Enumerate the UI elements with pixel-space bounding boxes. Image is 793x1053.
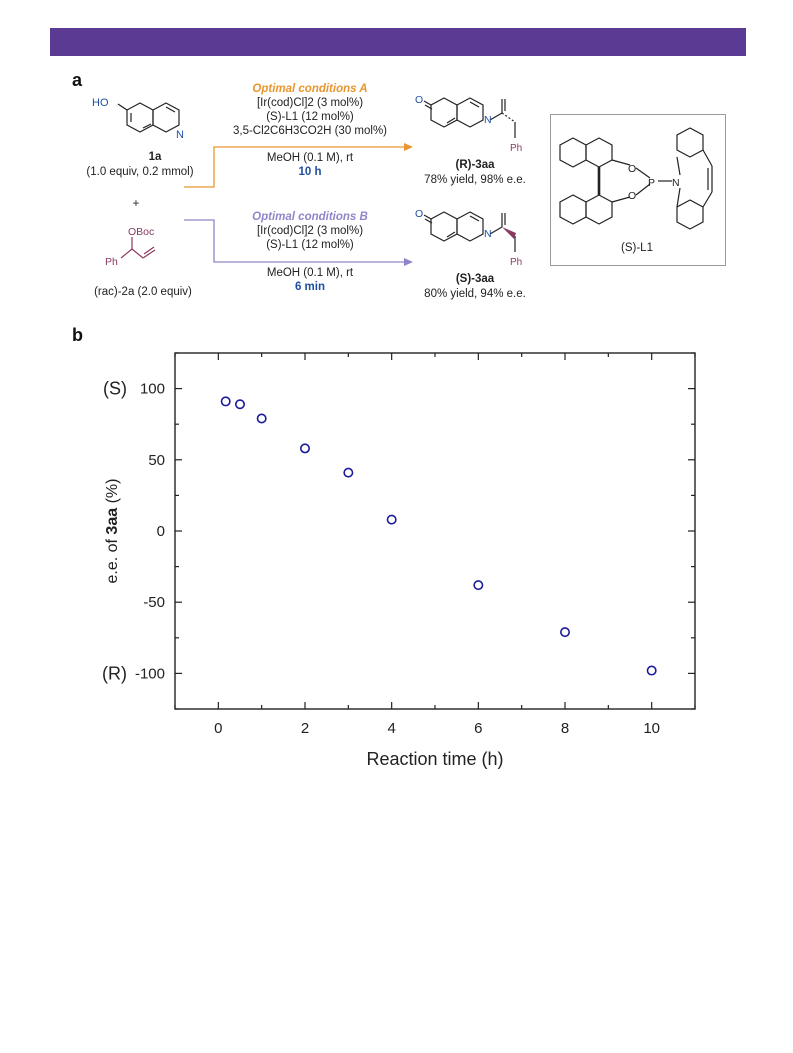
data-point: [647, 666, 655, 674]
1a-hydroxyl: HO: [92, 97, 109, 109]
y-tick-label: -50: [143, 594, 165, 612]
data-point: [387, 515, 395, 523]
2a-phenyl: Ph: [105, 256, 118, 268]
product-r-result: 78% yield, 98% e.e.: [424, 174, 526, 186]
plus-sign: +: [132, 198, 140, 210]
product-r-nitrogen: N: [484, 114, 492, 126]
y-tick-label: 100: [139, 380, 165, 398]
panel-b-label: b: [72, 325, 83, 345]
y-tick-label: 0: [156, 523, 165, 540]
conditions-a-line3: 3,5-Cl2C6H3CO2H (30 mol%): [232, 125, 388, 137]
ligand-oxygen-1: O: [628, 163, 637, 175]
x-tick-label: 2: [300, 720, 310, 737]
panel-a-label: a: [72, 70, 83, 90]
product-s-phenyl: Ph: [510, 257, 523, 268]
substrate-1a-name: 1a: [148, 151, 162, 163]
y-tick-label: -100: [134, 665, 165, 683]
product-s-nitrogen: N: [484, 228, 492, 240]
y-axis-label: e.e. of 3aa (%): [104, 478, 121, 584]
conditions-b-line2: (S)-L1 (12 mol%): [266, 239, 354, 251]
y-side-label-top: (S): [103, 378, 127, 399]
data-point: [257, 414, 265, 422]
product-s-name: (S)-3aa: [455, 273, 495, 285]
product-s-result: 80% yield, 94% e.e.: [424, 288, 526, 300]
conditions-b-line3: MeOH (0.1 M), rt: [266, 267, 354, 279]
x-tick-label: 10: [643, 720, 661, 737]
x-tick-label: 8: [560, 720, 570, 737]
conditions-b-time: 6 min: [294, 281, 326, 293]
conditions-a-time: 10 h: [298, 166, 322, 178]
data-point: [474, 581, 482, 589]
x-tick-label: 6: [474, 720, 483, 737]
conditions-b-header: Optimal conditions B: [252, 211, 368, 223]
x-tick-label: 0: [214, 720, 223, 737]
2a-obc-group: OBoc: [128, 226, 155, 238]
data-point: [236, 400, 244, 408]
1a-nitrogen: N: [176, 129, 184, 141]
conditions-a-line1: [Ir(cod)Cl]2 (3 mol%): [256, 97, 364, 109]
x-tick-label: 4: [387, 720, 396, 737]
data-point: [301, 444, 309, 452]
data-point: [561, 628, 569, 636]
data-point: [344, 468, 352, 476]
conditions-b-line1: [Ir(cod)Cl]2 (3 mol%): [256, 225, 364, 237]
conditions-a-line4: MeOH (0.1 M), rt: [266, 152, 354, 164]
product-r-name: (R)-3aa: [455, 159, 495, 171]
ligand-phosphorus: P: [648, 177, 656, 189]
ligand-name: (S)-L1: [621, 242, 653, 254]
y-side-label-bottom: (R): [102, 663, 127, 684]
conditions-a-line2: (S)-L1 (12 mol%): [266, 111, 354, 123]
substrate-1a-amount: (1.0 equiv, 0.2 mmol): [86, 166, 194, 178]
ligand-nitrogen: N: [672, 177, 680, 189]
plot-frame: [175, 353, 695, 709]
product-s-oxygen: O: [415, 208, 424, 220]
x-axis-label: Reaction time (h): [366, 749, 504, 769]
ligand-oxygen-2: O: [628, 190, 637, 202]
chart-marks: [222, 397, 656, 675]
conditions-a-header: Optimal conditions A: [252, 83, 368, 95]
chart-axes: [135, 353, 695, 737]
product-r-phenyl: Ph: [510, 143, 523, 154]
product-r-oxygen: O: [415, 94, 424, 106]
data-point: [222, 397, 230, 405]
substrate-2a-name: (rac)-2a (2.0 equiv): [94, 286, 192, 298]
y-tick-label: 50: [148, 451, 165, 469]
